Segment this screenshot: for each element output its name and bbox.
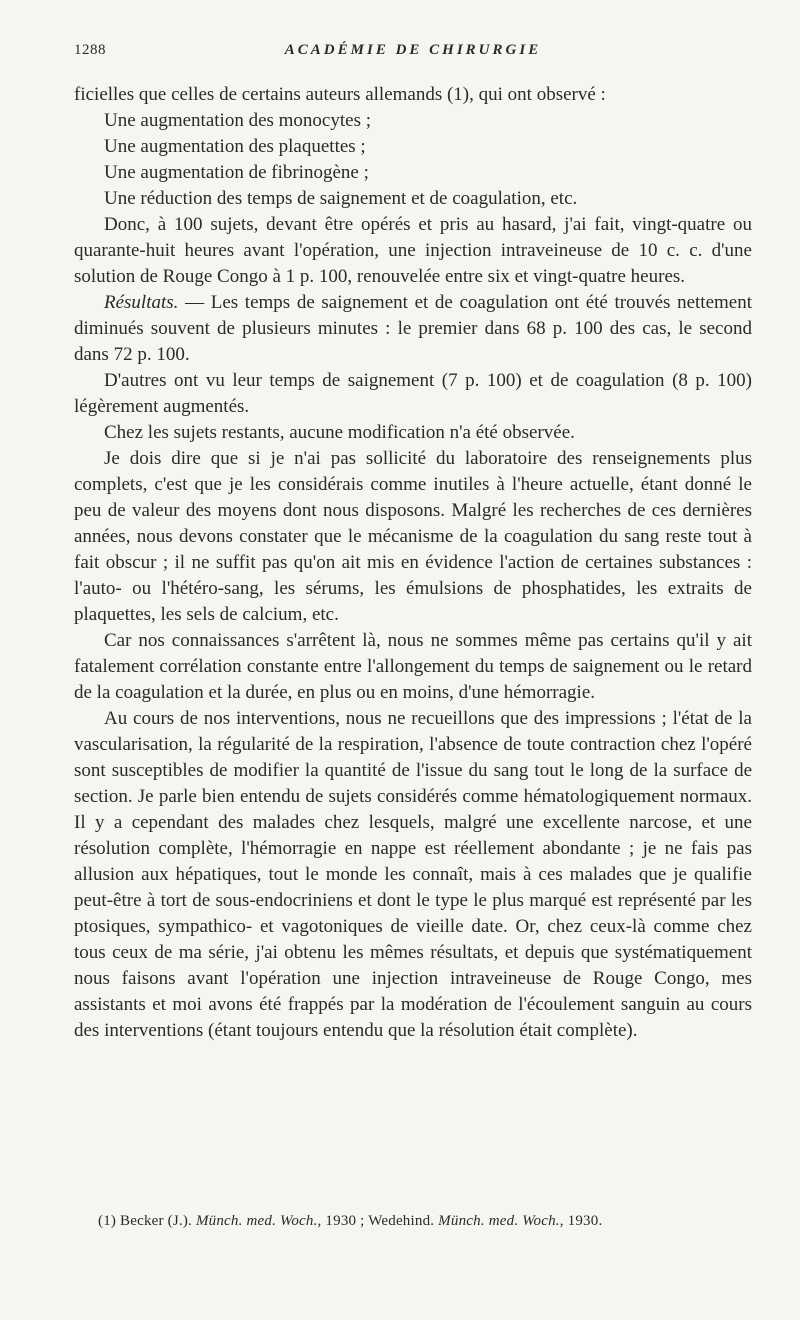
paragraph: Chez les sujets restants, aucune modification n'a été observée. xyxy=(104,422,575,443)
paragraph: Donc, à 100 sujets, devant être opérés et pris au hasard, j'ai fait, vingt-quatre ou quarante-huit heures avant l'opération, une injection intraveineuse de 10 c. c. d'une solution de Rouge Congo à 1 p. 100, renouvelée entre six et vingt-quatre heures. xyxy=(74,214,752,287)
list-item: Une augmentation des plaquettes ; xyxy=(104,136,366,157)
body-text xyxy=(74,82,752,1044)
paragraph: Car nos connaissances s'arrêtent là, nous ne sommes même pas certains qu'il y ait fatalement corrélation constante entre l'allongement du temps de saignement ou le retard de la coagulation et la durée, en plus ou en moins, d'une hémorragie. xyxy=(74,630,752,703)
list-item: Une réduction des temps de saignement et de coagulation, etc. xyxy=(104,188,578,209)
paragraph: Je dois dire que si je n'ai pas sollicité du laboratoire des renseignements plus complets, c'est que je les considérais comme inutiles à l'heure actuelle, étant donné le peu de valeur des moyens dont nous disposons. Malgré les recherches de ces dernières années, nous devons constater que le mécanisme de la coagulation du sang reste tout à fait obscur ; il ne suffit pas qu'on ait mis en évidence l'action de certaines substances : l'auto- ou l'hétéro-sang, les sérums, les émulsions de phosphatides, les extraits de plaquettes, les sels de calcium, etc. xyxy=(74,448,752,625)
document-page xyxy=(74,38,752,1044)
results-heading: Résultats. xyxy=(104,292,179,313)
paragraph: Au cours de nos interventions, nous ne recueillons que des impressions ; l'état de la vascularisation, la régularité de la respiration, l'absence de toute contraction chez l'opéré sont susceptibles de modifier la quantité de l'issue du sang tout le long de la surface de section. Je parle bien entendu de sujets considérés comme hématologiquement normaux. Il y a cependant des malades chez lesquels, malgré une excellente narcose, et une résolution complète, l'hémorragie en nappe est réellement abondante ; je ne fais pas allusion aux hépatiques, tout le monde les connaît, mais à ces malades que je qualifie peut-être à tort de sous-endocriniens et dont le type le plus marqué est représenté par les ptosiques, sympathico- et vagotoniques de vieille date. Or, chez ceux-là comme chez tous ceux de ma série, j'ai obtenu les mêmes résultats, et depuis que systématiquement nous faisons avant l'opération une injection intraveineuse de Rouge Congo, mes assistants et moi avons été frappés par la modération de l'écoulement sanguin au cours des interventions (étant toujours entendu que la résolution était complète). xyxy=(74,708,752,1041)
footnote-journal: Münch. med. Woch. xyxy=(195,1213,318,1229)
results-text: — Les temps de saignement et de coagulation ont été trouvés nettement diminués souvent de plusieurs minutes : le premier dans 68 p. 100 des cas, le second dans 72 p. 100. xyxy=(74,292,752,365)
paragraph-results xyxy=(74,290,752,368)
paragraph: ficielles que celles de certains auteurs allemands (1), qui ont observé : xyxy=(74,84,606,105)
page-header xyxy=(74,38,752,68)
page-number: 1288 xyxy=(74,42,106,58)
list-item: Une augmentation des monocytes ; xyxy=(104,110,371,131)
paragraph: D'autres ont vu leur temps de saignement (7 p. 100) et de coagulation (8 p. 100) légèrement augmentés. xyxy=(74,370,752,417)
footnote xyxy=(98,1210,758,1232)
running-head: ACADÉMIE DE CHIRURGIE xyxy=(284,42,542,58)
footnote-marker: (1) Becker (J.). xyxy=(98,1213,192,1229)
list-item: Une augmentation de fibrinogène ; xyxy=(104,162,369,183)
footnote-journal: Münch. med. Woch. xyxy=(438,1213,560,1229)
footnote-text: , 1930. xyxy=(559,1213,603,1229)
footnote-text: , 1930 ; Wedehind. xyxy=(317,1213,435,1229)
